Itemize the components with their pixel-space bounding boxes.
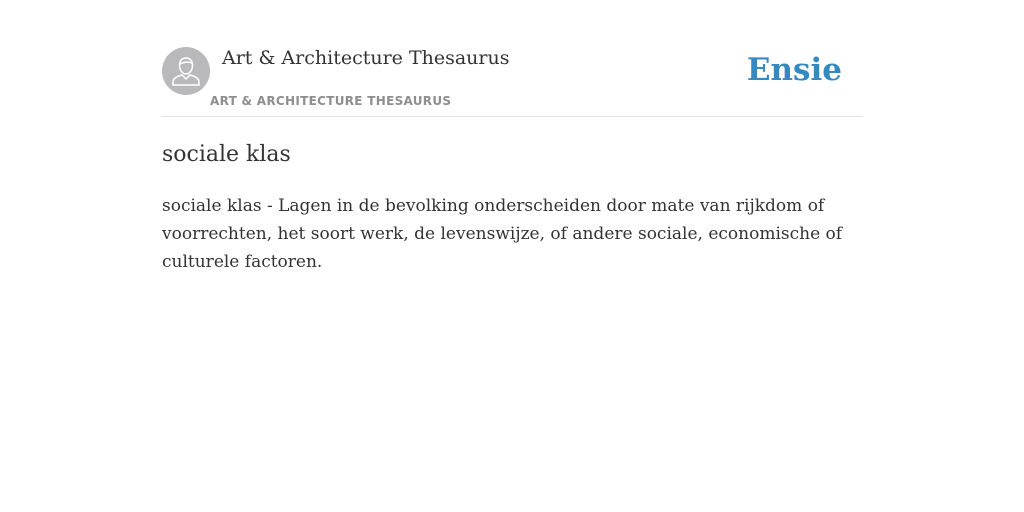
source-title[interactable]: Art & Architecture Thesaurus	[222, 47, 510, 69]
definition-text: sociale klas - Lagen in de bevolking onderscheiden door mate van rijkdom of voorrechten, het soort werk, de levenswijze, of andere sociale, economische of culturele factoren.	[162, 196, 843, 272]
term-title: sociale klas	[162, 142, 291, 167]
avatar[interactable]	[162, 47, 210, 95]
source-header	[162, 46, 862, 117]
brand-logo[interactable]: Ensie	[746, 52, 842, 88]
source-subtitle: ART & ARCHITECTURE THESAURUS	[210, 94, 452, 108]
